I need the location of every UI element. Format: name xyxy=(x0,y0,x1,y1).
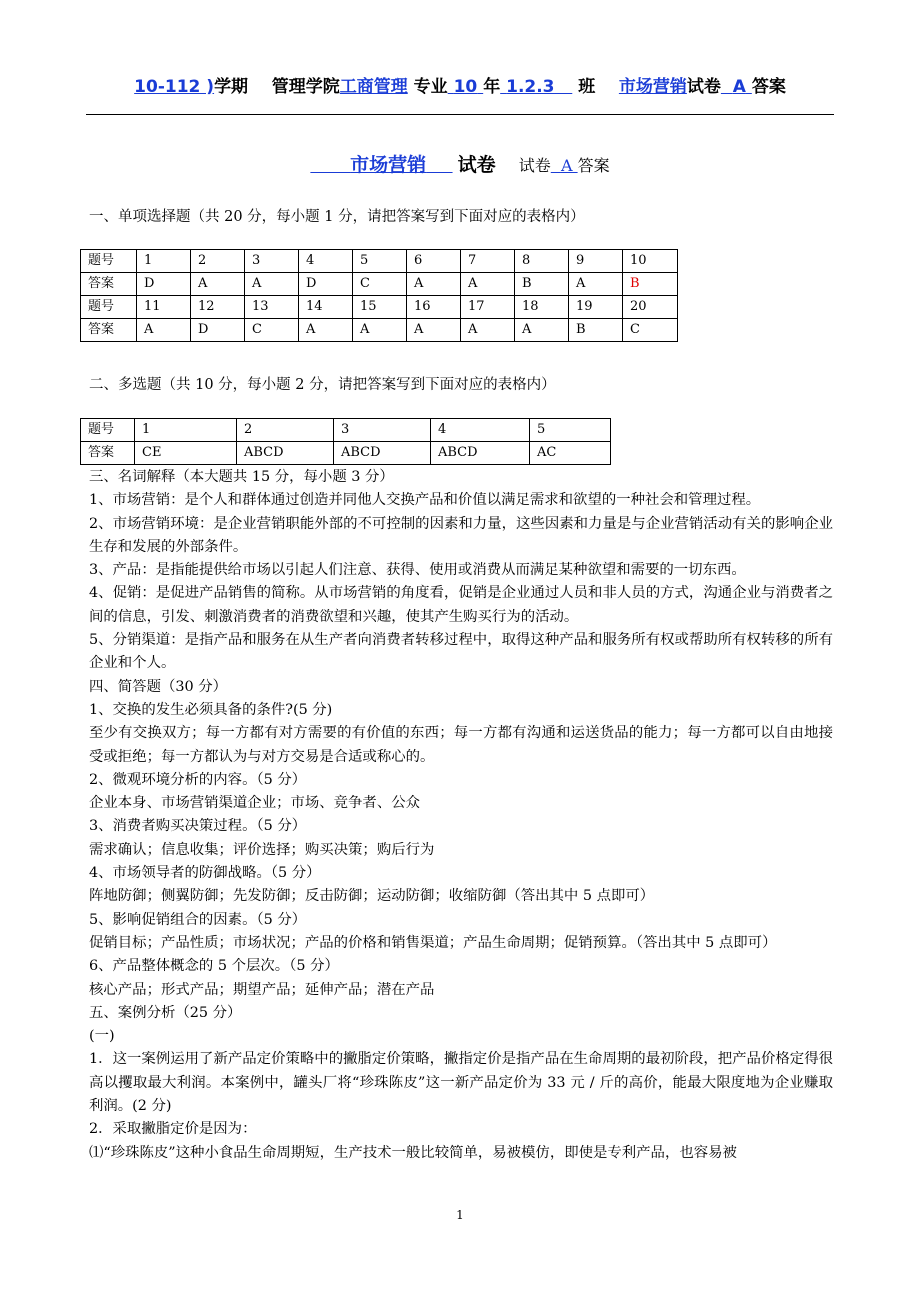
table-cell: A xyxy=(353,319,407,342)
table-cell: A xyxy=(407,319,461,342)
body-paragraph: 核心产品；形式产品；期望产品；延伸产品；潜在产品 xyxy=(89,981,435,998)
header-paper-label: 试卷 xyxy=(686,77,721,97)
table-cell: C xyxy=(353,273,407,296)
table-cell: 16 xyxy=(407,296,461,319)
header-term: 10-112 ) xyxy=(134,77,215,97)
table-cell: 11 xyxy=(137,296,191,319)
body-paragraph: 3、消费者购买决策过程。（5 分） xyxy=(89,818,307,835)
table-cell: 题号 xyxy=(81,419,135,442)
table-cell: 14 xyxy=(299,296,353,319)
header-class-suffix: 班 xyxy=(578,77,596,97)
answer-body xyxy=(89,466,833,1165)
table-cell: ABCD xyxy=(334,442,431,465)
table-cell: A xyxy=(299,319,353,342)
table-cell: ABCD xyxy=(237,442,334,465)
single-choice-answer-table xyxy=(80,249,678,342)
table-cell: A xyxy=(515,319,569,342)
table-cell: A xyxy=(191,273,245,296)
title-paper: 试卷 xyxy=(457,154,496,176)
table-row xyxy=(81,419,611,442)
table-cell: C xyxy=(245,319,299,342)
table-cell: 1 xyxy=(135,419,237,442)
body-paragraph: 阵地防御；侧翼防御；先发防御；反击防御；运动防御；收缩防御（答出其中 5 点即可） xyxy=(89,888,655,905)
section1-heading: 一、单项选择题（共 20 分，每小题 1 分，请把答案写到下面对应的表格内） xyxy=(89,209,585,225)
table-cell: 3 xyxy=(245,250,299,273)
title-sub-prefix: 试卷 xyxy=(518,156,551,175)
header-course: 市场营销 xyxy=(618,77,687,97)
body-paragraph: 三、名词解释（本大题共 15 分，每小题 3 分） xyxy=(89,469,394,485)
body-paragraph: 2、市场营销环境：是企业营销职能外部的不可控制的因素和力量，这些因素和力量是与企业营销活动有关的影响企业生存和发展的外部条件。 xyxy=(89,515,833,555)
body-paragraph: 企业本身、市场营销渠道企业；市场、竞争者、公众 xyxy=(89,795,420,812)
header-year: 10 xyxy=(453,77,478,97)
table-row xyxy=(81,250,678,273)
body-paragraph: 5、分销渠道：是指产品和服务在从生产者向消费者转移过程中，取得这种产品和服务所有权或帮助所有权转移的所有企业和个人。 xyxy=(89,632,833,672)
page-number: 1 xyxy=(456,1208,464,1222)
body-paragraph: (一) xyxy=(89,1028,115,1045)
body-paragraph: 2．采取撇脂定价是因为： xyxy=(89,1121,257,1138)
body-paragraph: 5、影响促销组合的因素。（5 分） xyxy=(89,911,307,928)
table-cell: D xyxy=(137,273,191,296)
table-cell: 4 xyxy=(431,419,530,442)
header-year-suffix: 年 xyxy=(483,77,501,97)
table-cell: 17 xyxy=(461,296,515,319)
table-cell: 题号 xyxy=(81,250,137,273)
table-cell: 4 xyxy=(299,250,353,273)
table-cell: 答案 xyxy=(81,319,137,342)
table-cell: 1 xyxy=(137,250,191,273)
table-row xyxy=(81,273,678,296)
table-cell: 题号 xyxy=(81,296,137,319)
header-major: 工商管理 xyxy=(339,77,408,97)
exam-header xyxy=(0,72,920,97)
table-cell: D xyxy=(299,273,353,296)
body-paragraph: 需求确认；信息收集；评价选择；购买决策；购后行为 xyxy=(89,841,435,858)
body-paragraph: 4、市场领导者的防御战略。（5 分） xyxy=(89,865,321,882)
table-cell: 15 xyxy=(353,296,407,319)
table-cell: A xyxy=(407,273,461,296)
title-course: 市场营销 xyxy=(350,154,427,176)
body-paragraph: 1．这一案例运用了新产品定价策略中的撇脂定价策略，撇指定价是指产品在生命周期的最初阶段，把产品价格定得很高以攫取最大利润。本案例中，罐头厂将“珍珠陈皮”这一新产品定价为 33 元 / 斤的高价，能最大限度地为企业赚取利润。(2 分) xyxy=(89,1051,833,1115)
table-cell: 13 xyxy=(245,296,299,319)
title-sub-suffix: 答案 xyxy=(577,156,610,175)
table-cell: 7 xyxy=(461,250,515,273)
table-cell: AC xyxy=(530,442,611,465)
header-paper-code: A xyxy=(732,77,746,97)
table-cell: A xyxy=(245,273,299,296)
body-paragraph: 五、案例分析（25 分） xyxy=(89,1004,242,1021)
table-cell: C xyxy=(623,319,678,342)
table-cell: 9 xyxy=(569,250,623,273)
table-row xyxy=(81,296,678,319)
table-cell: A xyxy=(137,319,191,342)
table-cell: 答案 xyxy=(81,273,137,296)
table-cell: D xyxy=(191,319,245,342)
table-cell: 18 xyxy=(515,296,569,319)
table-cell: 12 xyxy=(191,296,245,319)
body-paragraph: ⑴“珍珠陈皮”这种小食品生命周期短，生产技术一般比较简单，易被模仿，即使是专利产品，也容易被 xyxy=(89,1144,737,1161)
body-paragraph: 1、市场营销：是个人和群体通过创造并同他人交换产品和价值以满足需求和欲望的一种社会和管理过程。 xyxy=(89,492,761,509)
body-paragraph: 6、产品整体概念的 5 个层次。（5 分） xyxy=(89,958,339,975)
table-cell: 3 xyxy=(334,419,431,442)
header-answer-label: 答案 xyxy=(751,77,786,97)
table-cell: B xyxy=(515,273,569,296)
table-cell: 6 xyxy=(407,250,461,273)
multi-choice-answer-table xyxy=(80,418,611,465)
table-cell: ABCD xyxy=(431,442,530,465)
table-cell: B xyxy=(569,319,623,342)
table-cell: 8 xyxy=(515,250,569,273)
body-paragraph: 至少有交换双方；每一方都有对方需要的有价值的东西；每一方都有沟通和运送货品的能力；每一方都可以自由地接受或拒绝；每一方都认为与对方交易是合适或称心的。 xyxy=(89,725,833,765)
body-paragraph: 促销目标；产品性质；市场状况；产品的价格和销售渠道；产品生命周期；促销预算。（答出其中 5 点即可） xyxy=(89,934,777,951)
table-cell: A xyxy=(569,273,623,296)
header-class: 1.2.3 xyxy=(506,77,555,97)
table-cell: 2 xyxy=(191,250,245,273)
table-cell: 10 xyxy=(623,250,678,273)
body-paragraph: 四、简答题（30 分） xyxy=(89,678,228,695)
table-row xyxy=(81,319,678,342)
table-cell: 2 xyxy=(237,419,334,442)
table-cell: 20 xyxy=(623,296,678,319)
body-paragraph: 3、产品：是指能提供给市场以引起人们注意、获得、使用或消费从而满足某种欲望和需要的一切东西。 xyxy=(89,562,746,579)
table-cell: 答案 xyxy=(81,442,135,465)
header-term-suffix: 学期 xyxy=(214,77,249,97)
table-cell: 5 xyxy=(353,250,407,273)
page-title xyxy=(0,150,920,177)
table-cell: A xyxy=(461,273,515,296)
title-code: A xyxy=(560,156,573,175)
header-major-suffix: 专业 xyxy=(413,77,448,97)
table-cell: B xyxy=(623,273,678,296)
header-divider xyxy=(86,114,834,115)
body-paragraph: 4、促销：是促进产品销售的简称。从市场营销的角度看，促销是企业通过人员和非人员的方式，沟通企业与消费者之间的信息，引发、刺激消费者的消费欲望和兴趣，使其产生购买行为的活动。 xyxy=(89,585,833,625)
table-cell: A xyxy=(461,319,515,342)
section2-heading: 二、多选题（共 10 分，每小题 2 分，请把答案写到下面对应的表格内） xyxy=(89,377,556,393)
body-paragraph: 2、微观环境分析的内容。（5 分） xyxy=(89,771,307,788)
body-paragraph: 1、交换的发生必须具备的条件?(5 分) xyxy=(89,701,333,718)
table-cell: 5 xyxy=(530,419,611,442)
table-cell: CE xyxy=(135,442,237,465)
table-row xyxy=(81,442,611,465)
table-cell: 19 xyxy=(569,296,623,319)
header-college: 管理学院 xyxy=(271,77,340,97)
